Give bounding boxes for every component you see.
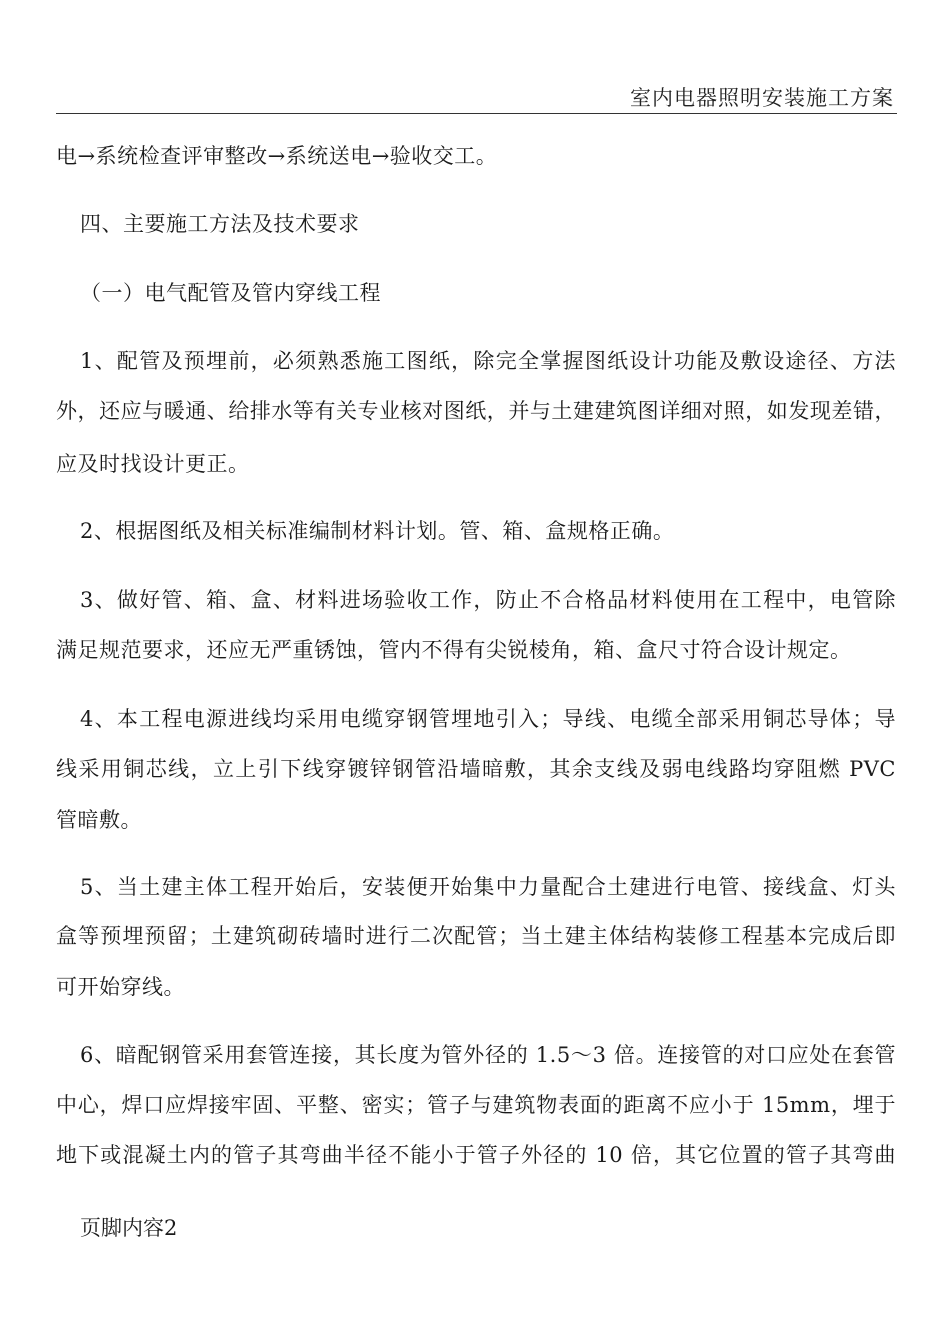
text-line: 可开始穿线。 <box>56 975 185 999</box>
subsection-heading: （一）电气配管及管内穿线工程 <box>80 281 381 305</box>
section-heading: 四、主要施工方法及技术要求 <box>80 212 360 236</box>
page-footer: 页脚内容2 <box>80 1216 178 1240</box>
text-line: 应及时找设计更正。 <box>56 452 250 476</box>
text-line: 6、暗配钢管采用套管连接，其长度为管外径的 1.5～3 倍。连接管的对口应处在套管 <box>80 1043 896 1067</box>
text-line: 满足规范要求，还应无严重锈蚀，管内不得有尖锐棱角，箱、盒尺寸符合设计规定。 <box>56 638 852 662</box>
header-title: 室内电器照明安装施工方案 <box>630 86 894 110</box>
text-line: 地下或混凝土内的管子其弯曲半径不能小于管子外径的 10 倍，其它位置的管子其弯曲 <box>56 1143 896 1167</box>
text-line: 5、当土建主体工程开始后，安装便开始集中力量配合土建进行电管、接线盒、灯头 <box>80 875 896 899</box>
text-line: 中心，焊口应焊接牢固、平整、密实；管子与建筑物表面的距离不应小于 15mm，埋于 <box>56 1093 896 1117</box>
text-line: 2、根据图纸及相关标准编制材料计划。管、箱、盒规格正确。 <box>80 519 675 543</box>
text-line: 4、本工程电源进线均采用电缆穿钢管埋地引入；导线、电缆全部采用铜芯导体；导 <box>80 707 896 731</box>
text-line: 1、配管及预埋前，必须熟悉施工图纸，除完全掌握图纸设计功能及敷设途径、方法 <box>80 349 896 373</box>
text-line: 盒等预埋预留；土建筑砌砖墙时进行二次配管；当土建主体结构装修工程基本完成后即 <box>56 924 896 948</box>
text-line: 线采用铜芯线，立上引下线穿镀锌钢管沿墙暗敷，其余支线及弱电线路均穿阻燃 PVC <box>56 757 896 781</box>
text-line: 外，还应与暖通、给排水等有关专业核对图纸，并与土建建筑图详细对照，如发现差错， <box>56 399 896 423</box>
header-divider <box>56 113 897 114</box>
text-line: 3、做好管、箱、盒、材料进场验收工作，防止不合格品材料使用在工程中，电管除 <box>80 588 896 612</box>
text-line: 电→系统检查评审整改→系统送电→验收交工。 <box>56 144 498 168</box>
text-line: 管暗敷。 <box>56 808 142 832</box>
